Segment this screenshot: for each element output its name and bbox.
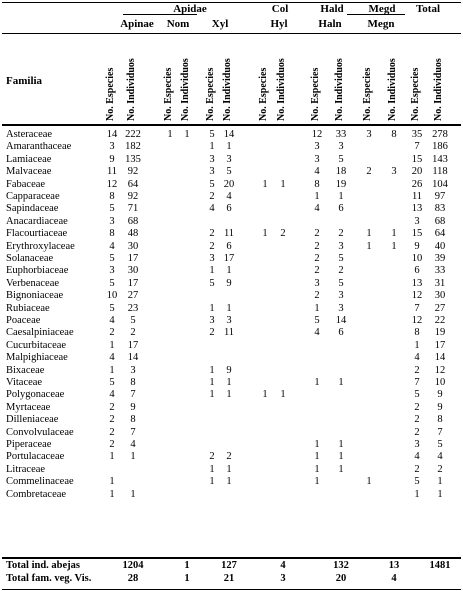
totals-cell: 127 xyxy=(221,560,237,571)
table-cell: 2 xyxy=(314,228,320,240)
table-cell: 4 xyxy=(314,166,320,178)
subgroup-header-apinae: Apinae xyxy=(120,18,154,30)
table-cell: 3 xyxy=(209,315,215,326)
table-cell: 2 xyxy=(109,401,115,413)
table-cell: 9 xyxy=(226,364,232,376)
table-cell: 1 xyxy=(262,228,268,240)
family-name: Vitaceae xyxy=(6,377,43,388)
table-cell: 64 xyxy=(434,228,446,240)
table-cell: 1 xyxy=(167,129,173,140)
table-cell: 4 xyxy=(109,352,115,364)
table-cell: 7 xyxy=(130,426,136,438)
totals-rule xyxy=(2,557,461,559)
family-name: Flacourtiaceae xyxy=(6,228,68,240)
table-cell: 2 xyxy=(414,426,420,438)
table-cell: 1 xyxy=(314,302,320,314)
family-name: Verbenaceae xyxy=(6,277,60,289)
table-cell: 7 xyxy=(130,389,136,401)
table-cell: 5 xyxy=(209,277,215,289)
table-cell: 1 xyxy=(226,302,232,314)
column-header-individuos: No. Individuos xyxy=(387,58,398,121)
column-header-especies: No. Especies xyxy=(362,67,373,121)
table-cell: 17 xyxy=(127,339,139,351)
table-cell: 8 xyxy=(314,178,320,190)
subgroup-header-hyl: Hyl xyxy=(270,18,288,30)
family-name: Bignoniaceae xyxy=(6,290,64,302)
table-cell: 12 xyxy=(411,315,423,326)
table-cell: 1 xyxy=(391,240,397,252)
family-name: Amaranthaceae xyxy=(6,141,72,153)
table-cell: 33 xyxy=(434,265,446,277)
table-cell: 2 xyxy=(366,166,372,178)
table-cell: 1 xyxy=(366,476,372,488)
table-cell: 3 xyxy=(414,439,420,450)
table-cell: 71 xyxy=(127,203,139,215)
table-cell: 2 xyxy=(109,327,115,339)
table-cell: 2 xyxy=(437,463,443,475)
family-name: Fabaceae xyxy=(6,178,46,190)
subgroup-header-haln: Haln xyxy=(318,18,342,30)
table-cell: 14 xyxy=(127,352,139,364)
table-cell: 222 xyxy=(125,129,141,140)
column-header-especies: No. Especies xyxy=(258,67,269,121)
family-name: Commelinaceae xyxy=(6,476,74,488)
table-cell: 2 xyxy=(414,401,420,413)
table-cell: 1 xyxy=(338,439,344,450)
table-cell: 1 xyxy=(209,377,215,388)
table-cell: 2 xyxy=(338,228,344,240)
table-cell: 4 xyxy=(130,439,136,450)
column-header-individuos: No. Individuos xyxy=(180,58,191,121)
table-cell: 68 xyxy=(127,215,139,227)
family-name: Polygonaceae xyxy=(6,389,65,401)
table-cell: 20 xyxy=(411,166,423,178)
table-cell: 14 xyxy=(223,129,235,140)
table-cell: 5 xyxy=(209,129,215,140)
totals-cell: 4 xyxy=(391,573,397,584)
table-cell: 11 xyxy=(223,327,235,339)
table-cell: 4 xyxy=(209,203,215,215)
header-rule xyxy=(2,33,461,34)
table-cell: 14 xyxy=(434,352,446,364)
family-name: Poaceae xyxy=(6,315,41,326)
family-name: Dilleniaceae xyxy=(6,414,59,426)
table-cell: 5 xyxy=(314,315,320,326)
table-cell: 4 xyxy=(226,191,232,202)
table-cell: 12 xyxy=(434,364,446,376)
subgroup-header-nom: Nom xyxy=(166,18,190,30)
table-cell: 1 xyxy=(226,377,232,388)
family-name: Solanaceae xyxy=(6,253,54,264)
table-cell: 9 xyxy=(437,389,443,401)
table-cell: 92 xyxy=(127,191,139,202)
family-name: Malpighiaceae xyxy=(6,352,68,364)
family-name: Piperaceae xyxy=(6,439,52,450)
table-cell: 5 xyxy=(109,302,115,314)
table-cell: 104 xyxy=(432,178,448,190)
table-cell: 15 xyxy=(411,228,423,240)
column-header-especies: No. Especies xyxy=(105,67,116,121)
table-cell: 1 xyxy=(209,463,215,475)
family-name: Cucurbitaceae xyxy=(6,339,67,351)
table-cell: 5 xyxy=(226,166,232,178)
table-cell: 14 xyxy=(335,315,347,326)
family-name: Anacardiaceae xyxy=(6,215,68,227)
table-cell: 3 xyxy=(109,265,115,277)
table-cell: 10 xyxy=(106,290,118,302)
table-cell: 1 xyxy=(280,178,286,190)
table-cell: 10 xyxy=(434,377,446,388)
table-cell: 5 xyxy=(414,389,420,401)
table-cell: 182 xyxy=(125,141,141,153)
table-cell: 48 xyxy=(127,228,139,240)
table-cell: 186 xyxy=(432,141,448,153)
table-cell: 2 xyxy=(314,240,320,252)
totals-cell: 132 xyxy=(333,560,349,571)
table-cell: 2 xyxy=(209,451,215,463)
column-header-individuos: No. Individuos xyxy=(334,58,345,121)
table-cell: 1 xyxy=(391,228,397,240)
table-cell: 2 xyxy=(414,364,420,376)
table-cell: 1 xyxy=(262,389,268,401)
table-cell: 27 xyxy=(127,290,139,302)
table-cell: 1 xyxy=(338,451,344,463)
table-cell: 2 xyxy=(338,265,344,277)
table-cell: 8 xyxy=(414,327,420,339)
table-cell: 3 xyxy=(130,364,136,376)
totals-cell: 1481 xyxy=(429,560,451,571)
table-cell: 9 xyxy=(109,153,115,165)
family-name: Litraceae xyxy=(6,463,46,475)
table-cell: 5 xyxy=(109,277,115,289)
table-cell: 5 xyxy=(437,439,443,450)
table-cell: 8 xyxy=(437,414,443,426)
table-cell: 31 xyxy=(434,277,446,289)
table-cell: 3 xyxy=(338,240,344,252)
table-cell: 11 xyxy=(223,228,235,240)
bottom-rule xyxy=(2,589,461,590)
table-cell: 3 xyxy=(314,153,320,165)
table-cell: 4 xyxy=(109,389,115,401)
table-cell: 2 xyxy=(130,327,136,339)
table-cell: 4 xyxy=(314,327,320,339)
table-cell: 9 xyxy=(414,240,420,252)
table-cell: 5 xyxy=(109,203,115,215)
totals-cell: 1204 xyxy=(122,560,144,571)
table-cell: 17 xyxy=(434,339,446,351)
table-cell: 1 xyxy=(209,364,215,376)
family-name: Lamiaceae xyxy=(6,153,52,165)
table-cell: 64 xyxy=(127,178,139,190)
table-cell: 3 xyxy=(338,141,344,153)
table-cell: 17 xyxy=(223,253,235,264)
header-bottom-rule xyxy=(2,124,461,126)
table-cell: 2 xyxy=(109,426,115,438)
family-name: Erythroxylaceae xyxy=(6,240,75,252)
table-cell: 17 xyxy=(127,277,139,289)
table-cell: 7 xyxy=(414,141,420,153)
table-cell: 9 xyxy=(130,401,136,413)
table-cell: 9 xyxy=(437,401,443,413)
family-name: Rubiaceae xyxy=(6,302,50,314)
table-cell: 1 xyxy=(338,377,344,388)
totals-cell: 21 xyxy=(223,573,235,584)
family-name: Caesalpiniaceae xyxy=(6,327,74,339)
table-cell: 2 xyxy=(314,265,320,277)
table-cell: 2 xyxy=(209,191,215,202)
family-name: Convolvulaceae xyxy=(6,426,74,438)
table-cell: 4 xyxy=(414,451,420,463)
table-cell: 3 xyxy=(414,215,420,227)
table-cell: 5 xyxy=(130,315,136,326)
table-cell: 3 xyxy=(391,166,397,178)
table-cell: 11 xyxy=(411,191,423,202)
column-header-especies: No. Especies xyxy=(410,67,421,121)
familia-header: Familia xyxy=(6,75,43,87)
table-cell: 2 xyxy=(209,327,215,339)
column-header-individuos: No. Individuos xyxy=(126,58,137,121)
totals-cell: 20 xyxy=(335,573,347,584)
table-cell: 1 xyxy=(314,463,320,475)
family-name: Capparaceae xyxy=(6,191,60,202)
table-cell: 1 xyxy=(437,488,443,500)
table-cell: 3 xyxy=(209,253,215,264)
table-cell: 97 xyxy=(434,191,446,202)
table-cell: 1 xyxy=(226,476,232,488)
column-header-especies: No. Especies xyxy=(310,67,321,121)
table-cell: 278 xyxy=(432,129,448,140)
table-cell: 8 xyxy=(391,129,397,140)
table-cell: 1 xyxy=(184,129,190,140)
table-cell: 30 xyxy=(127,265,139,277)
table-cell: 92 xyxy=(127,166,139,178)
table-cell: 2 xyxy=(314,290,320,302)
table-cell: 7 xyxy=(414,377,420,388)
table-cell: 19 xyxy=(335,178,347,190)
table-cell: 1 xyxy=(338,463,344,475)
table-cell: 1 xyxy=(314,451,320,463)
table-cell: 20 xyxy=(223,178,235,190)
table-cell: 3 xyxy=(209,153,215,165)
table-cell: 1 xyxy=(226,265,232,277)
table-cell: 8 xyxy=(109,228,115,240)
table-cell: 6 xyxy=(226,240,232,252)
table-cell: 30 xyxy=(127,240,139,252)
table-cell: 6 xyxy=(338,327,344,339)
table-cell: 14 xyxy=(106,129,118,140)
table-cell: 2 xyxy=(109,439,115,450)
table-cell: 5 xyxy=(338,153,344,165)
table-cell: 1 xyxy=(338,191,344,202)
table-cell: 2 xyxy=(109,414,115,426)
table-cell: 3 xyxy=(209,166,215,178)
table-cell: 1 xyxy=(280,389,286,401)
table-cell: 6 xyxy=(414,265,420,277)
table-cell: 2 xyxy=(414,463,420,475)
table-cell: 1 xyxy=(130,451,136,463)
table-cell: 1 xyxy=(226,389,232,401)
table-cell: 1 xyxy=(109,488,115,500)
table-cell: 7 xyxy=(437,426,443,438)
table-cell: 1 xyxy=(109,339,115,351)
table-cell: 5 xyxy=(209,178,215,190)
table-cell: 19 xyxy=(434,327,446,339)
table-cell: 1 xyxy=(109,476,115,488)
table-cell: 18 xyxy=(335,166,347,178)
table-cell: 6 xyxy=(338,203,344,215)
table-cell: 3 xyxy=(226,153,232,165)
table-cell: 1 xyxy=(209,302,215,314)
family-name: Myrtaceae xyxy=(6,401,51,413)
table-cell: 1 xyxy=(226,463,232,475)
table-cell: 3 xyxy=(226,315,232,326)
column-header-individuos: No. Individuos xyxy=(433,58,444,121)
table-cell: 8 xyxy=(109,191,115,202)
table-cell: 4 xyxy=(109,315,115,326)
table-cell: 1 xyxy=(414,339,420,351)
table-cell: 1 xyxy=(314,439,320,450)
totals-label: Total fam. veg. Vis. xyxy=(6,573,92,584)
table-cell: 2 xyxy=(314,253,320,264)
table-cell: 68 xyxy=(434,215,446,227)
table-cell: 3 xyxy=(338,290,344,302)
table-cell: 15 xyxy=(411,153,423,165)
table-cell: 1 xyxy=(414,488,420,500)
table-cell: 1 xyxy=(109,451,115,463)
family-name: Portulacaceae xyxy=(6,451,65,463)
totals-cell: 28 xyxy=(127,573,139,584)
table-cell: 22 xyxy=(434,315,446,326)
table-cell: 3 xyxy=(366,129,372,140)
table-cell: 2 xyxy=(209,228,215,240)
table-cell: 6 xyxy=(226,203,232,215)
family-name: Bixaceae xyxy=(6,364,45,376)
family-name: Malvaceae xyxy=(6,166,52,178)
totals-cell: 1 xyxy=(184,573,190,584)
totals-cell: 1 xyxy=(184,560,190,571)
table-cell: 1 xyxy=(209,476,215,488)
column-header-individuos: No. Individuos xyxy=(222,58,233,121)
table-cell: 5 xyxy=(414,476,420,488)
column-header-especies: No. Especies xyxy=(163,67,174,121)
table-cell: 2 xyxy=(414,414,420,426)
table-cell: 4 xyxy=(314,203,320,215)
table-cell: 30 xyxy=(434,290,446,302)
totals-label: Total ind. abejas xyxy=(6,560,81,571)
table-cell: 10 xyxy=(411,253,423,264)
family-name: Combretaceae xyxy=(6,488,67,500)
table-cell: 2 xyxy=(209,240,215,252)
table-cell: 4 xyxy=(437,451,443,463)
table-cell: 13 xyxy=(411,203,423,215)
table-cell: 83 xyxy=(434,203,446,215)
table-cell: 8 xyxy=(130,377,136,388)
table-cell: 1 xyxy=(314,377,320,388)
table-cell: 5 xyxy=(109,253,115,264)
table-cell: 1 xyxy=(366,228,372,240)
column-header-especies: No. Especies xyxy=(205,67,216,121)
table-cell: 12 xyxy=(411,290,423,302)
table-cell: 3 xyxy=(314,277,320,289)
family-name: Asteraceae xyxy=(6,129,53,140)
table-cell: 1 xyxy=(262,178,268,190)
table-cell: 13 xyxy=(411,277,423,289)
totals-cell: 13 xyxy=(388,560,400,571)
table-cell: 1 xyxy=(209,141,215,153)
table-cell: 26 xyxy=(411,178,423,190)
table-cell: 3 xyxy=(109,215,115,227)
table-cell: 35 xyxy=(411,129,423,140)
table-cell: 1 xyxy=(314,476,320,488)
table-cell: 2 xyxy=(226,451,232,463)
table-cell: 3 xyxy=(109,141,115,153)
group-header-hald: Hald xyxy=(320,3,344,15)
table-cell: 17 xyxy=(127,253,139,264)
group-header-total: Total xyxy=(415,3,441,15)
table-cell: 1 xyxy=(109,364,115,376)
subgroup-header-megn: Megn xyxy=(367,18,395,30)
table-cell: 1 xyxy=(437,476,443,488)
table-cell: 118 xyxy=(432,166,448,178)
totals-cell: 3 xyxy=(280,573,286,584)
table-cell: 135 xyxy=(125,153,141,165)
table-cell: 1 xyxy=(314,191,320,202)
table-cell: 1 xyxy=(366,240,372,252)
table-cell: 1 xyxy=(130,488,136,500)
family-name: Euphorbiaceae xyxy=(6,265,69,277)
table-cell: 3 xyxy=(314,141,320,153)
table-cell: 12 xyxy=(106,178,118,190)
table-cell: 23 xyxy=(127,302,139,314)
table-cell: 1 xyxy=(209,389,215,401)
table-cell: 9 xyxy=(226,277,232,289)
table-cell: 12 xyxy=(311,129,323,140)
group-header-col: Col xyxy=(271,3,289,15)
table-cell: 3 xyxy=(338,302,344,314)
subgroup-header-xyl: Xyl xyxy=(211,18,229,30)
table-cell: 8 xyxy=(130,414,136,426)
table-cell: 4 xyxy=(109,240,115,252)
table-cell: 7 xyxy=(414,302,420,314)
table-cell: 5 xyxy=(338,277,344,289)
table-cell: 11 xyxy=(106,166,118,178)
table-cell: 2 xyxy=(280,228,286,240)
group-header-megd: Megd xyxy=(368,3,396,15)
group-header-apidae: Apidae xyxy=(173,3,207,15)
table-cell: 4 xyxy=(414,352,420,364)
column-header-individuos: No. Individuos xyxy=(276,58,287,121)
table-cell: 5 xyxy=(109,377,115,388)
table-cell: 33 xyxy=(335,129,347,140)
table-cell: 39 xyxy=(434,253,446,264)
table-cell: 1 xyxy=(209,265,215,277)
table-cell: 143 xyxy=(432,153,448,165)
family-name: Sapindaceae xyxy=(6,203,59,215)
table-cell: 1 xyxy=(226,141,232,153)
table-cell: 27 xyxy=(434,302,446,314)
table-cell: 40 xyxy=(434,240,446,252)
table-cell: 5 xyxy=(338,253,344,264)
totals-cell: 4 xyxy=(280,560,286,571)
